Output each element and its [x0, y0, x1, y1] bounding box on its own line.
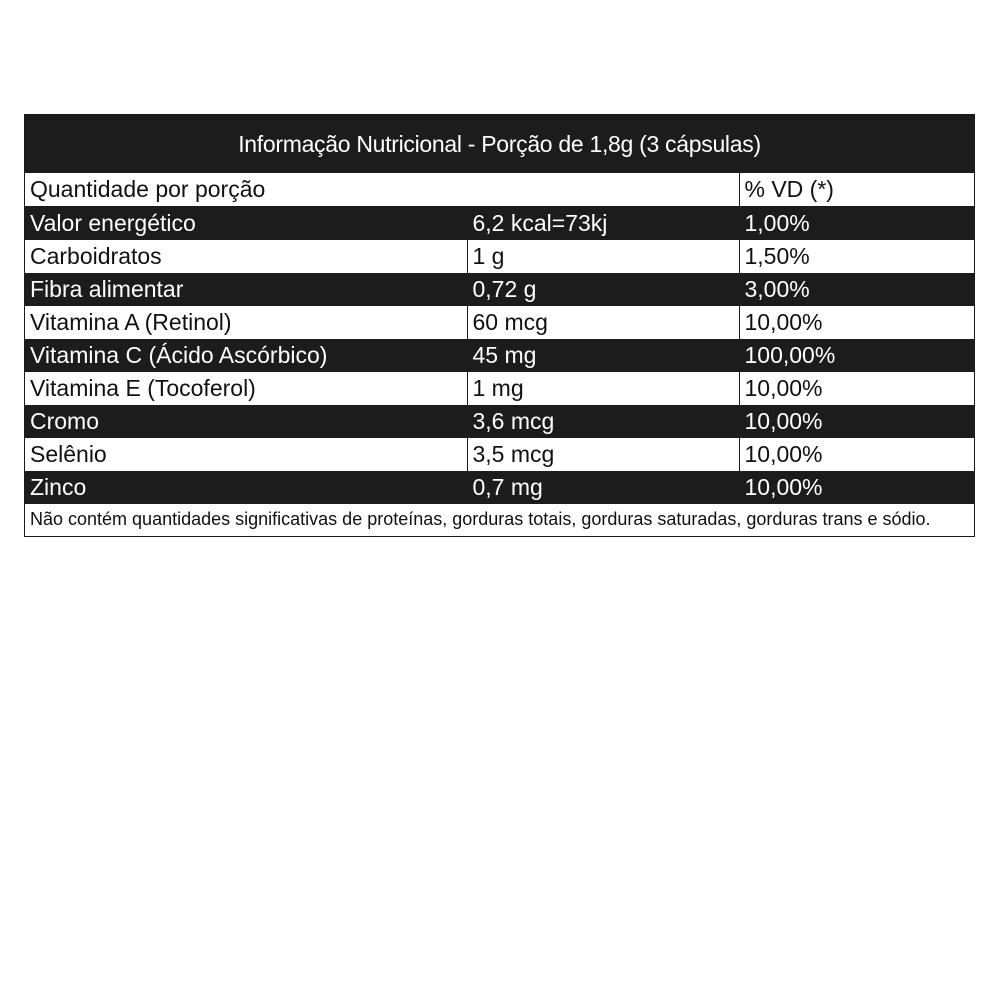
table-row — [25, 339, 974, 372]
nutrition-table — [25, 173, 974, 504]
nutrient-daily-value: 3,00% — [739, 273, 974, 306]
nutrient-daily-value: 1,00% — [739, 207, 974, 241]
nutrient-name: Selênio — [25, 438, 467, 471]
nutrient-daily-value: 10,00% — [739, 372, 974, 405]
nutrient-amount: 45 mg — [467, 339, 739, 372]
table-row — [25, 306, 974, 339]
nutrient-daily-value: 10,00% — [739, 471, 974, 504]
nutrient-name: Vitamina A (Retinol) — [25, 306, 467, 339]
quantity-per-serving-header: Quantidade por porção — [25, 173, 739, 207]
nutrient-name: Cromo — [25, 405, 467, 438]
nutrient-amount: 0,7 mg — [467, 471, 739, 504]
nutrient-daily-value: 10,00% — [739, 438, 974, 471]
table-row — [25, 207, 974, 241]
nutrient-name: Carboidratos — [25, 240, 467, 273]
nutrition-footnote: Não contém quantidades significativas de proteínas, gorduras totais, gorduras saturadas, gorduras trans e sódio. — [30, 509, 931, 529]
nutrient-name: Zinco — [25, 471, 467, 504]
nutrient-amount: 0,72 g — [467, 273, 739, 306]
table-header-row — [25, 173, 974, 207]
table-row — [25, 471, 974, 504]
nutrient-amount: 6,2 kcal=73kj — [467, 207, 739, 241]
table-row — [25, 273, 974, 306]
nutrient-amount: 1 mg — [467, 372, 739, 405]
table-row — [25, 438, 974, 471]
nutrient-amount: 3,6 mcg — [467, 405, 739, 438]
nutrient-amount: 60 mcg — [467, 306, 739, 339]
nutrient-daily-value: 1,50% — [739, 240, 974, 273]
nutrient-name: Valor energético — [25, 207, 467, 241]
nutrient-amount: 1 g — [467, 240, 739, 273]
nutrition-facts-panel — [24, 114, 975, 537]
nutrient-daily-value: 10,00% — [739, 405, 974, 438]
daily-value-header: % VD (*) — [739, 173, 974, 207]
nutrition-table-title: Informação Nutricional - Porção de 1,8g (3 cápsulas) — [25, 115, 974, 173]
nutrient-daily-value: 10,00% — [739, 306, 974, 339]
nutrient-name: Vitamina C (Ácido Ascórbico) — [25, 339, 467, 372]
nutrient-name: Vitamina E (Tocoferol) — [25, 372, 467, 405]
nutrient-name: Fibra alimentar — [25, 273, 467, 306]
nutrient-amount: 3,5 mcg — [467, 438, 739, 471]
table-row — [25, 240, 974, 273]
table-row — [25, 405, 974, 438]
table-row — [25, 372, 974, 405]
nutrient-daily-value: 100,00% — [739, 339, 974, 372]
